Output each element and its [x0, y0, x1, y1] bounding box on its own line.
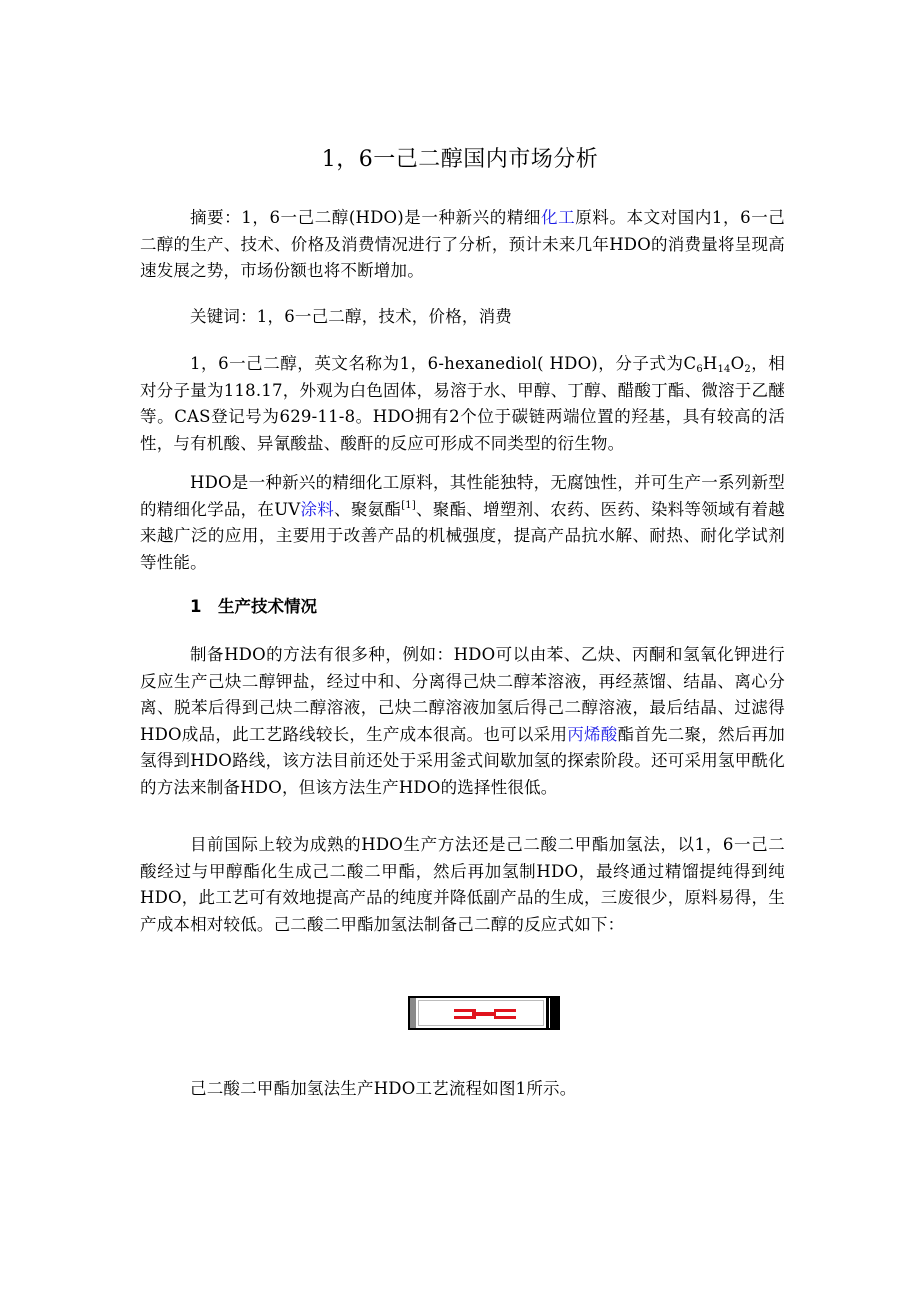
section-heading — [190, 594, 317, 620]
mature-method-paragraph: 目前国际上较为成熟的HDO生产方法还是己二酸二甲酯加氢法，以1，6一己二酸经过与甲醇酯化生成己二酸二甲酯，然后再加氢制HDO，最终通过精馏提纯得到纯HDO，此工艺可有效地提高产品的纯度并降低副产品的生成，三废很少，原料易得，生产成本相对较低。己二酸二甲酯加氢法制备己二醇的反应式如下： — [140, 835, 785, 934]
uses-text: HDO是一种新兴的精细化工原料，其性能独特，无腐蚀性，并可生产一系列新型的精细化学品，在UV — [140, 473, 785, 519]
image-border-right — [546, 998, 558, 1028]
section-title: 生产技术情况 — [218, 597, 317, 616]
formula-text: H — [702, 354, 718, 373]
uses-text-cont: 、聚氨酯 — [334, 499, 402, 519]
abstract-text: 摘要：1，6一己二醇(HDO)是一种新兴的精细 — [190, 208, 542, 227]
uses-paragraph — [140, 470, 785, 576]
keywords-paragraph: 关键词：1，6一己二醇，技术，价格，消费 — [190, 307, 512, 326]
formula-subscript: 2 — [744, 364, 751, 375]
formula-subscript: 6 — [696, 364, 703, 375]
reaction-arrow-icon — [410, 998, 558, 1028]
section-number: 1 — [190, 597, 202, 616]
methods-paragraph — [140, 642, 785, 801]
uses-text-end: 、聚酯、增塑剂、农药、医药、染料等领域有着越来越广泛的应用，主要用于改善产品的机械强度，提高产品抗水解、耐热、耐化学试剂等性能。 — [140, 499, 786, 572]
intro-text: 1，6一己二醇，英文名称为1，6-hexanediol( HDO)，分子式为C — [190, 354, 697, 373]
formula-text: O — [730, 354, 745, 373]
page-title: 1，6一己二醇国内市场分析 — [321, 147, 599, 172]
reference-marker[interactable]: [1] — [401, 499, 416, 511]
chemical-industry-link[interactable]: 化工 — [541, 208, 576, 227]
methods-text: 制备HDO的方法有很多种，例如：HDO可以由苯、乙炔、丙酮和氢氧化钾进行反应生产己炔二醇钾盐，经过中和、分离得己炔二醇苯溶液，再经蒸馏、结晶、离心分离、脱苯后得到己炔二醇溶液，己炔二醇溶液加氢后得己二醇溶液，最后结晶、过滤得HDO成品，此工艺路线较长，生产成本很高。也可以采用 — [140, 645, 785, 744]
coatings-link[interactable]: 涂料 — [300, 499, 335, 519]
figure-caption: 己二酸二甲酯加氢法生产HDO工艺流程如图1所示。 — [190, 1079, 577, 1098]
methods-text-cont: 酯首先二聚，然后再加氢得到HDO路线，该方法目前还处于采用釜式间歇加氢的探索阶段。还可采用氢甲酰化的方法来制备HDO，但该方法生产HDO的选择性很低。 — [140, 724, 785, 797]
abstract-text-cont: 原料。本文对国内1，6一己二醇的生产、技术、价格及消费情况进行了分析，预计未来几年HDO的消费量将呈现高速发展之势，市场份额也将不断增加。 — [140, 208, 785, 280]
reaction-equation-image — [408, 996, 560, 1030]
formula-subscript: 14 — [717, 364, 731, 375]
acrylic-acid-link[interactable]: 丙烯酸 — [567, 724, 618, 744]
intro-text-cont: ，相对分子量为118.17，外观为白色固体，易溶于水、甲醇、丁醇、醋酸丁酯、微溶于乙醚等。CAS登记号为629-11-8。HDO拥有2个位于碳链两端位置的羟基，具有较高的活性，与有机酸、异氰酸盐、酸酐的反应可形成不同类型的衍生物。 — [140, 354, 785, 453]
abstract-paragraph — [140, 205, 785, 285]
intro-paragraph — [140, 351, 785, 457]
